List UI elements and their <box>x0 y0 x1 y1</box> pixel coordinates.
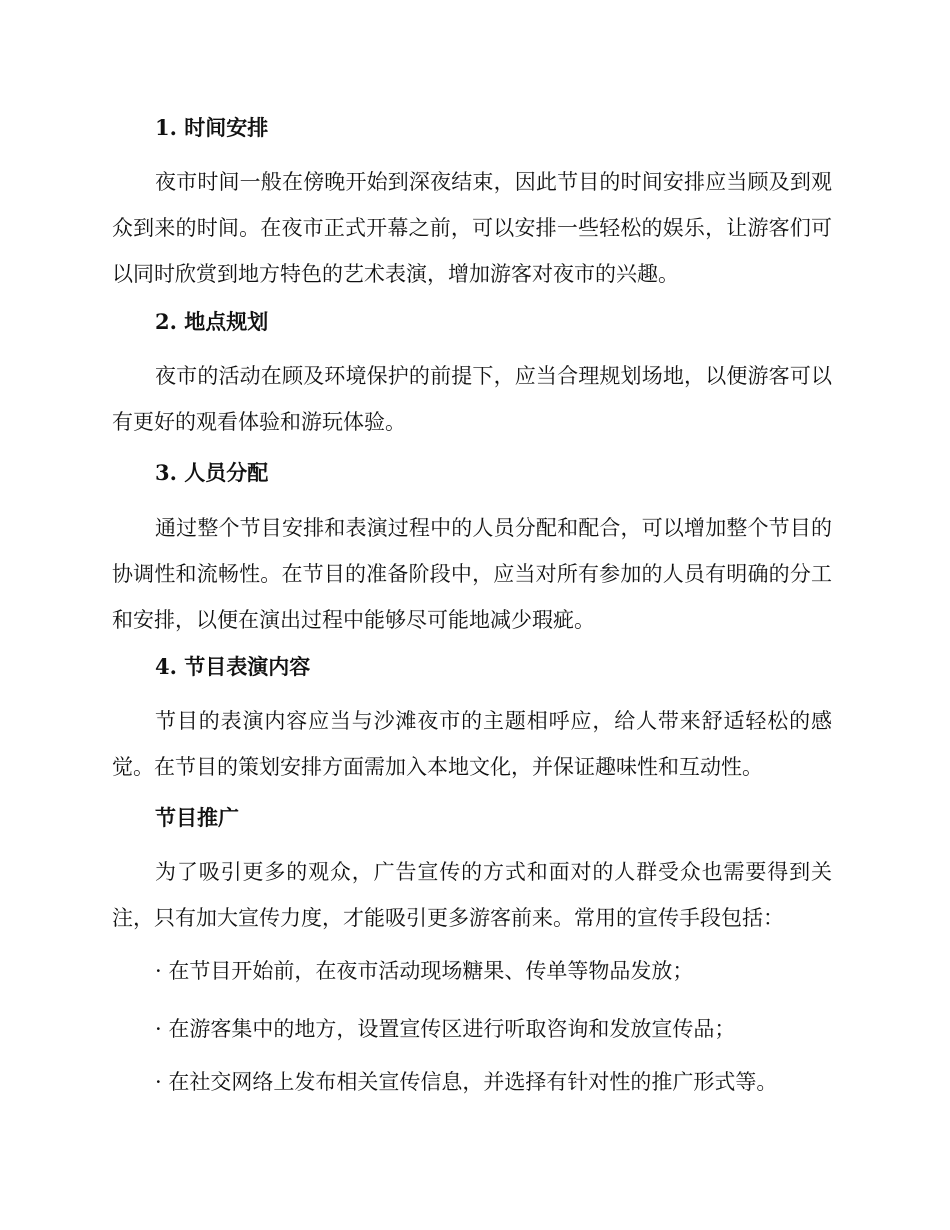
section-body-location: 夜市的活动在顾及环境保护的前提下，应当合理规划场地，以便游客可以有更好的观看体验和游玩体验。 <box>112 364 832 434</box>
section-body-time: 夜市时间一般在傍晚开始到深夜结束，因此节目的时间安排应当顾及到观众到来的时间。在夜市正式开幕之前，可以安排一些轻松的娱乐，让游客们可以同时欣赏到地方特色的艺术表演，增加游客对夜市的兴趣。 <box>112 170 832 286</box>
section-body-content: 节目的表演内容应当与沙滩夜市的主题相呼应，给人带来舒适轻松的感觉。在节目的策划安排方面需加入本地文化，并保证趣味性和互动性。 <box>112 709 832 779</box>
list-item: · 在社交网络上发布相关宣传信息，并选择有针对性的推广形式等。 <box>155 1070 778 1094</box>
section-heading-time: 1. 时间安排 <box>155 115 269 140</box>
section-heading-content: 4. 节目表演内容 <box>155 654 311 679</box>
section-heading-location: 2. 地点规划 <box>155 309 269 334</box>
section-body-staff: 通过整个节目安排和表演过程中的人员分配和配合，可以增加整个节目的协调性和流畅性。在节目的准备阶段中，应当对所有参加的人员有明确的分工和安排，以便在演出过程中能够尽可能地减少瑕疵。 <box>112 516 832 632</box>
list-item: · 在节目开始前，在夜市活动现场糖果、传单等物品发放； <box>155 959 694 983</box>
list-item: · 在游客集中的地方，设置宣传区进行听取咨询和发放宣传品； <box>155 1017 736 1041</box>
section-heading-promotion: 节目推广 <box>155 805 239 830</box>
section-heading-staff: 3. 人员分配 <box>155 460 269 485</box>
section-body-promotion: 为了吸引更多的观众，广告宣传的方式和面对的人群受众也需要得到关注，只有加大宣传力度，才能吸引更多游客前来。常用的宣传手段包括： <box>112 860 832 930</box>
